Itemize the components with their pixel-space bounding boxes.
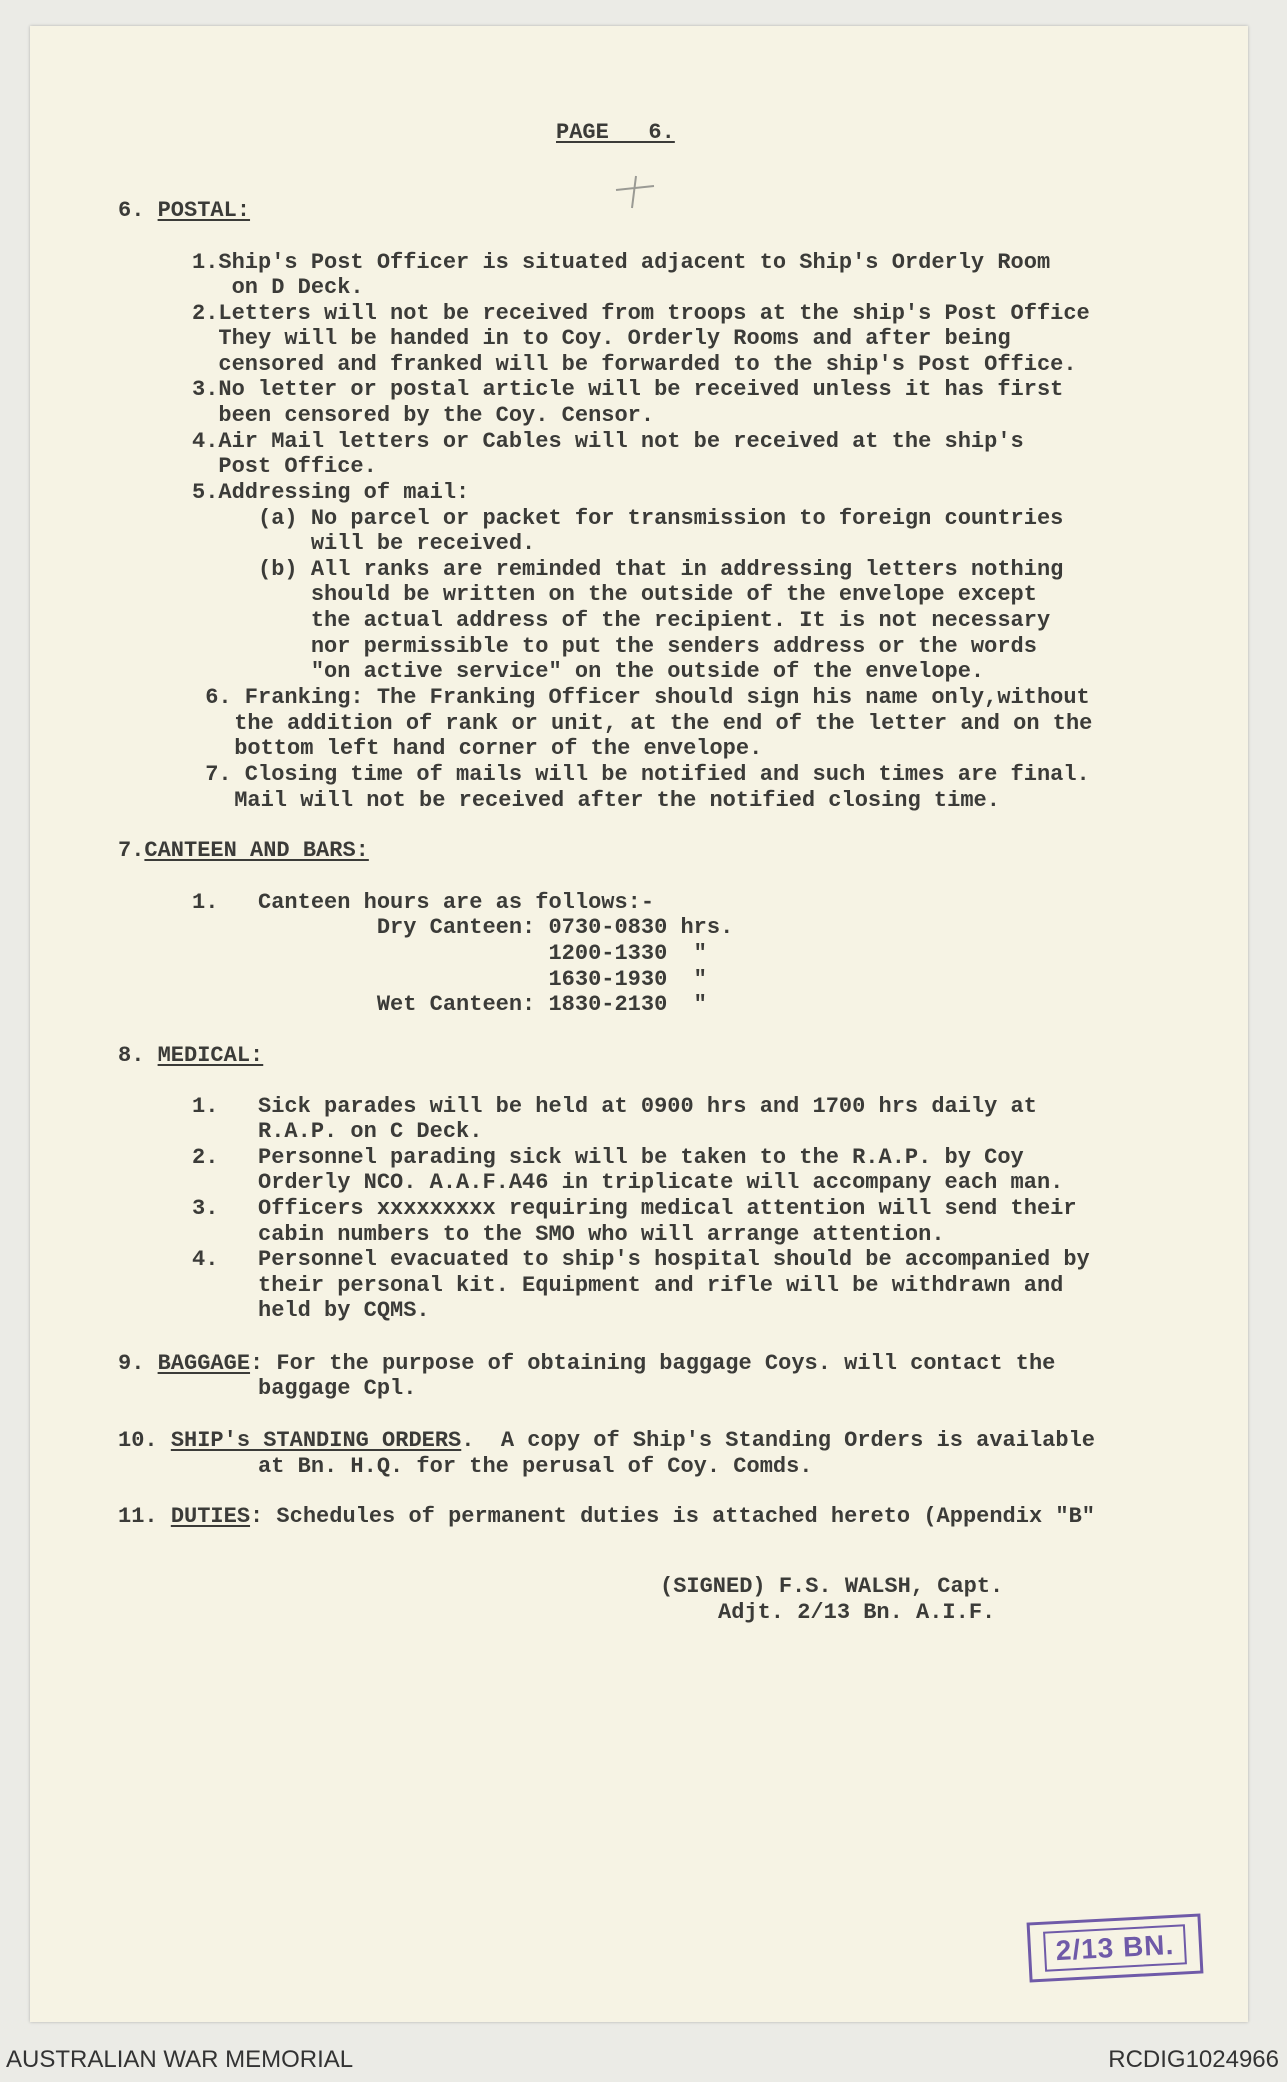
postal-line: 7. Closing time of mails will be notified and such times are final. xyxy=(192,762,1090,787)
medical-line: 3. Officers xxxxxxxxx requiring medical attention will send their xyxy=(192,1196,1077,1221)
medical-line: cabin numbers to the SMO who will arrange attention. xyxy=(192,1222,945,1247)
unit-stamp xyxy=(1027,1913,1204,1982)
postal-line: (b) All ranks are reminded that in addressing letters nothing xyxy=(192,557,1064,582)
canteen-line: Dry Canteen: 0730-0830 hrs. xyxy=(192,915,734,940)
postal-line: 6. Franking: The Franking Officer should sign his name only,without xyxy=(192,685,1090,710)
stamp-text: 2/13 BN. xyxy=(1043,1924,1187,1971)
postal-line: 4.Air Mail letters or Cables will not be received at the ship's xyxy=(192,429,1024,454)
footer-id: RCDIG1024966 xyxy=(1108,2046,1279,2073)
medical-line: 2. Personnel parading sick will be taken to the R.A.P. by Coy xyxy=(192,1145,1024,1170)
signature-title: Adjt. 2/13 Bn. A.I.F. xyxy=(718,1600,996,1625)
medical-line: 1. Sick parades will be held at 0900 hrs and 1700 hrs daily at xyxy=(192,1094,1037,1119)
postal-line: the actual address of the recipient. It is not necessary xyxy=(192,608,1051,633)
baggage-line-2: baggage Cpl. xyxy=(192,1376,417,1401)
canteen-line: Wet Canteen: 1830-2130 " xyxy=(192,992,707,1017)
footer-source: AUSTRALIAN WAR MEMORIAL xyxy=(6,2046,354,2073)
medical-line: Orderly NCO. A.A.F.A46 in triplicate will accompany each man. xyxy=(192,1170,1064,1195)
postal-line: Mail will not be received after the notified closing time. xyxy=(221,788,1000,813)
standing-orders-line-2: at Bn. H.Q. for the perusal of Coy. Comds. xyxy=(192,1454,813,1479)
medical-line: R.A.P. on C Deck. xyxy=(192,1119,483,1144)
postal-line: 5.Addressing of mail: xyxy=(192,480,470,505)
postal-line: bottom left hand corner of the envelope. xyxy=(221,736,763,761)
medical-line: 4. Personnel evacuated to ship's hospital should be accompanied by xyxy=(192,1247,1090,1272)
postal-line: "on active service" on the outside of the envelope. xyxy=(192,659,985,684)
postal-line: censored and franked will be forwarded to the ship's Post Office. xyxy=(192,352,1077,377)
postal-line: They will be handed in to Coy. Orderly Rooms and after being xyxy=(192,326,1011,351)
medical-heading: 8. MEDICAL: xyxy=(118,1043,264,1068)
postal-line: nor permissible to put the senders address or the words xyxy=(192,634,1037,659)
signature-line: (SIGNED) F.S. WALSH, Capt. xyxy=(660,1574,1004,1599)
page-title: PAGE 6. xyxy=(556,120,675,145)
postal-line: the addition of rank or unit, at the end of the letter and on the xyxy=(221,711,1093,736)
canteen-line: 1. Canteen hours are as follows:- xyxy=(192,890,655,915)
duties-line: 11. DUTIES: Schedules of permanent duties is attached hereto (Appendix "B" xyxy=(118,1504,1095,1529)
medical-line: their personal kit. Equipment and rifle will be withdrawn and xyxy=(192,1273,1064,1298)
postal-line: will be received. xyxy=(192,531,536,556)
baggage-line: 9. BAGGAGE: For the purpose of obtaining baggage Coys. will contact the xyxy=(118,1351,1056,1376)
medical-line: held by CQMS. xyxy=(192,1298,430,1323)
postal-line: on D Deck. xyxy=(192,275,364,300)
postal-line: 3.No letter or postal article will be received unless it has first xyxy=(192,377,1064,402)
postal-line: (a) No parcel or packet for transmission to foreign countries xyxy=(192,506,1064,531)
canteen-line: 1630-1930 " xyxy=(192,967,707,992)
postal-line: been censored by the Coy. Censor. xyxy=(192,403,655,428)
postal-line: 2.Letters will not be received from troops at the ship's Post Office xyxy=(192,301,1090,326)
canteen-line: 1200-1330 " xyxy=(192,941,707,966)
canteen-heading: 7.CANTEEN AND BARS: xyxy=(118,838,369,863)
pencil-mark-icon xyxy=(606,168,666,218)
postal-line: Post Office. xyxy=(192,454,377,479)
postal-line: should be written on the outside of the envelope except xyxy=(192,582,1037,607)
postal-heading: 6. POSTAL: xyxy=(118,198,251,223)
standing-orders-line: 10. SHIP's STANDING ORDERS. A copy of Ship's Standing Orders is available xyxy=(118,1428,1095,1453)
postal-line: 1.Ship's Post Officer is situated adjacent to Ship's Orderly Room xyxy=(192,250,1051,275)
